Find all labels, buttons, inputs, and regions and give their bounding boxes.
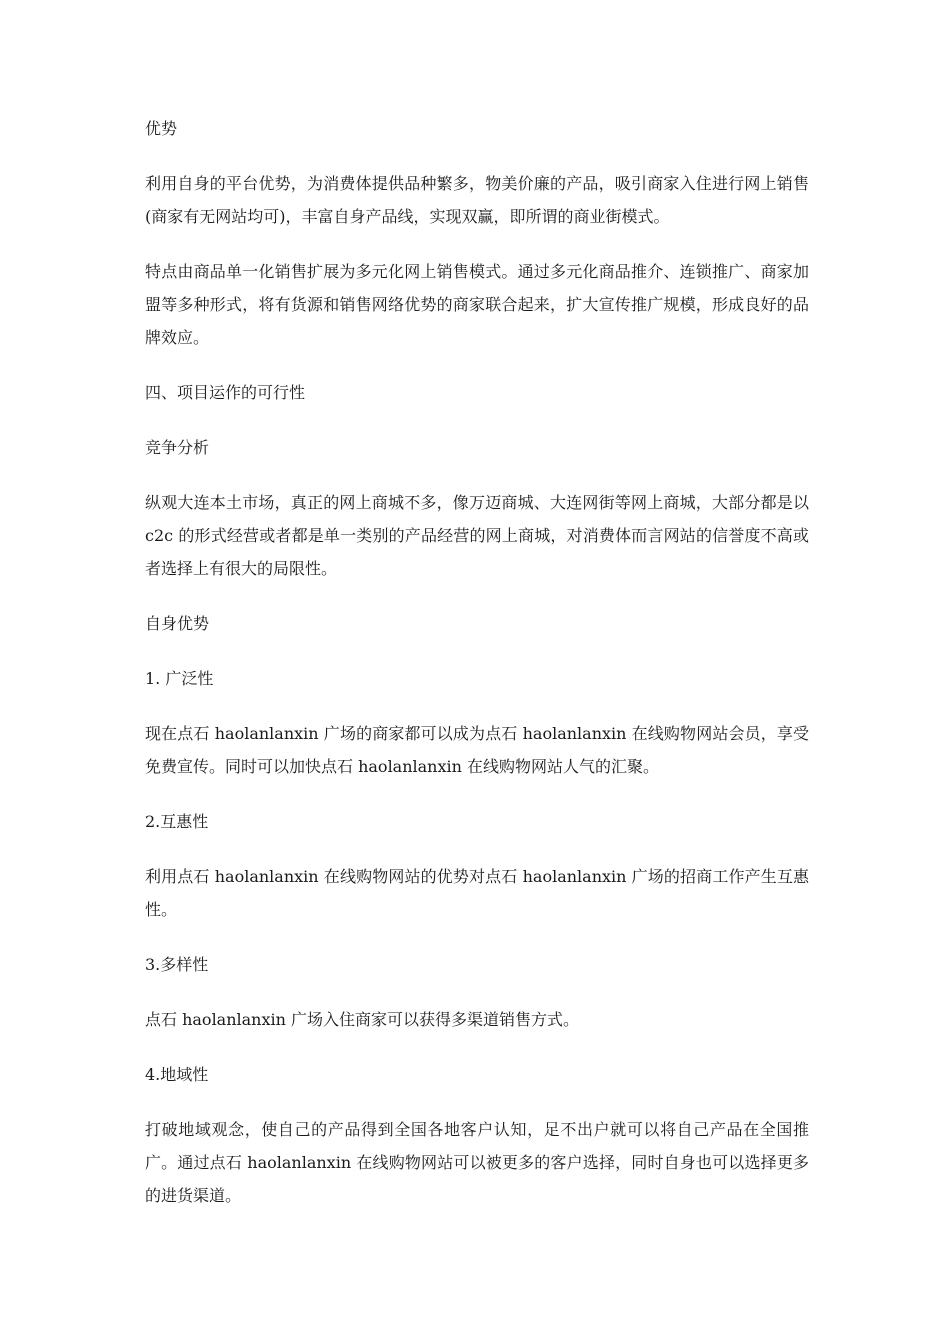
heading-competition-analysis: 竞争分析 bbox=[145, 438, 210, 457]
paragraph-diversity: 点石 haolanlanxin 广场入住商家可以获得多渠道销售方式。 bbox=[145, 1010, 580, 1029]
paragraph-platform-advantage: 利用自身的平台优势，为消费体提供品种繁多，物美价廉的产品，吸引商家入住进行网上销售(商家有无网站均可)，丰富自身产品线，实现双赢，即所谓的商业街模式。 bbox=[145, 174, 809, 226]
paragraph-regionality: 打破地域观念，使自己的产品得到全国各地客户认知，足不出户就可以将自己产品在全国推广。通过点石 haolanlanxin 在线购物网站可以被更多的客户选择，同时自身也可以选择更多的进货渠道。 bbox=[145, 1120, 809, 1205]
heading-regionality: 4.地域性 bbox=[145, 1065, 209, 1084]
paragraph-market-overview: 纵观大连本土市场，真正的网上商城不多，像万迈商城、大连网街等网上商城，大部分都是以 c2c 的形式经营或者都是单一类别的产品经营的网上商城，对消费体而言网站的信誉度不高或者选择上有很大的局限性。 bbox=[145, 493, 809, 578]
document-body bbox=[145, 112, 809, 1234]
paragraph-reciprocity: 利用点石 haolanlanxin 在线购物网站的优势对点石 haolanlanxin 广场的招商工作产生互惠性。 bbox=[145, 867, 809, 919]
paragraph-breadth: 现在点石 haolanlanxin 广场的商家都可以成为点石 haolanlanxin 在线购物网站会员，享受免费宣传。同时可以加快点石 haolanlanxin 在线购物网站人气的汇聚。 bbox=[145, 724, 809, 776]
heading-advantage: 优势 bbox=[145, 119, 178, 138]
heading-own-advantages: 自身优势 bbox=[145, 614, 210, 633]
heading-breadth: 1. 广泛性 bbox=[145, 669, 214, 688]
heading-diversity: 3.多样性 bbox=[145, 955, 209, 974]
heading-reciprocity: 2.互惠性 bbox=[145, 812, 209, 831]
paragraph-features: 特点由商品单一化销售扩展为多元化网上销售模式。通过多元化商品推介、连锁推广、商家加盟等多种形式，将有货源和销售网络优势的商家联合起来，扩大宣传推广规模，形成良好的品牌效应。 bbox=[145, 262, 809, 347]
heading-feasibility: 四、项目运作的可行性 bbox=[145, 383, 306, 402]
